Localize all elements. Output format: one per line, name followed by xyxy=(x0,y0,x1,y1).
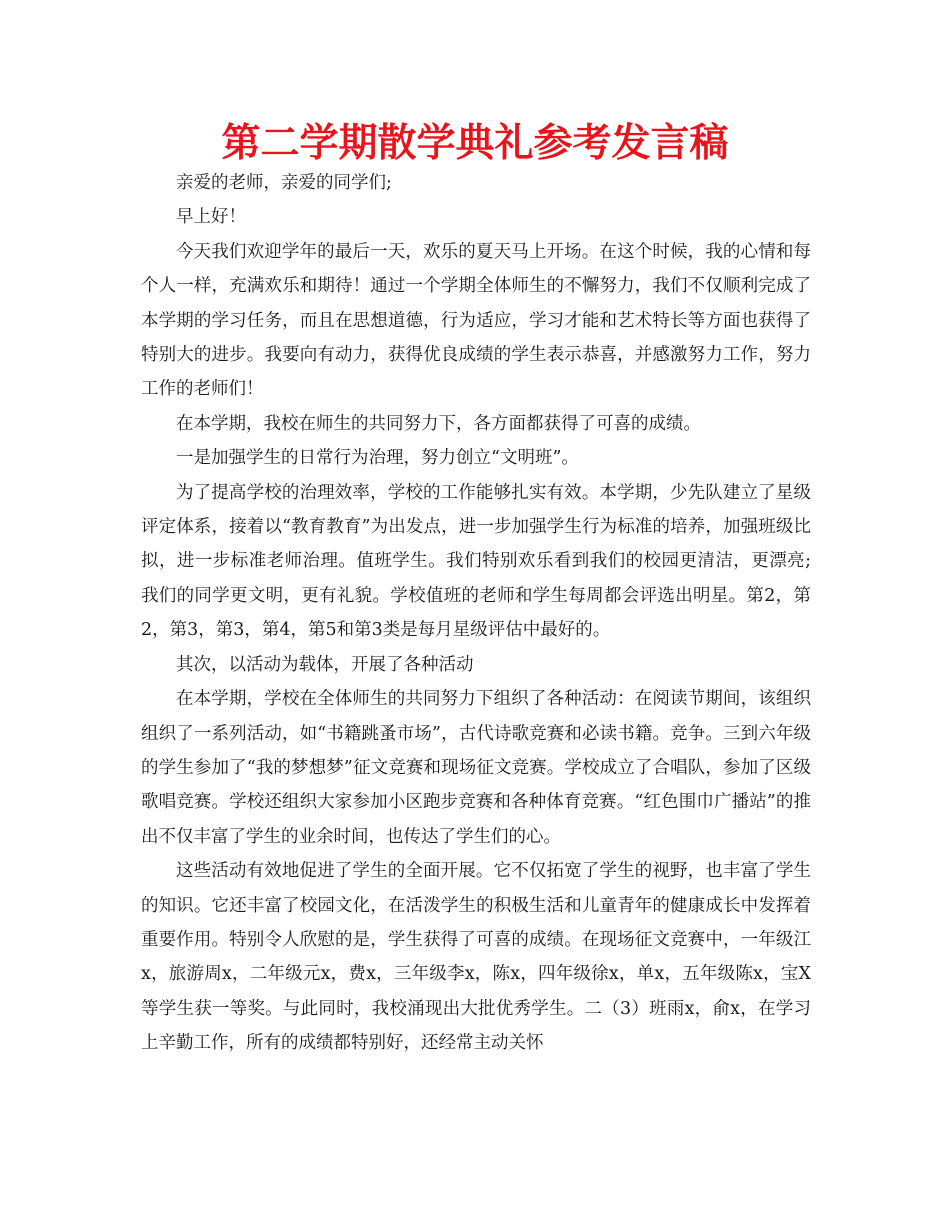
paragraph-greeting: 亲爱的老师，亲爱的同学们; xyxy=(176,173,392,193)
paragraph-good-morning: 早上好！ xyxy=(176,207,246,228)
document-body xyxy=(141,166,811,1061)
paragraph-results: 这些活动有效地促进了学生的全面开展。它不仅拓宽了学生的视野，也丰富了学生的知识。它还丰富了校园文化，在活泼学生的积极生活和儿童青年的健康成长中发挥着重要作用。特别令人欣慰的是，学生获得了可喜的成绩。在现场征文竞赛中，一年级江x，旅游周x，二年级元x，费x，三年级李x，陈x，四年级徐x，单x，五年级陈x，宝X等学生获一等奖。与此同时，我校涌现出大批优秀学生。二（3）班雨x，俞x，在学习上辛勤工作，所有的成绩都特别好，还经常主动关怀 xyxy=(141,861,811,1054)
paragraph-achievements: 在本学期，我校在师生的共同努力下，各方面都获得了可喜的成绩。 xyxy=(176,413,701,434)
paragraph-point-one: 一是加强学生的日常行为治理，努力创立“文明班”。 xyxy=(176,448,579,469)
paragraph-opening: 今天我们欢迎学年的最后一天，欢乐的夏天马上开场。在这个时候，我的心情和每个人一样，充满欢乐和期待！通过一个学期全体师生的不懈努力，我们不仅顺利完成了本学期的学习任务，而且在思想道德，行为适应，学习才能和艺术特长等方面也获得了特别大的进步。我要向有动力，获得优良成绩的学生表示恭喜，并感激努力工作，努力工作的老师们！ xyxy=(141,241,811,400)
document-title: 第二学期散学典礼参考发言稿 xyxy=(221,121,729,166)
paragraph-point-two: 其次，以活动为载体，开展了各种活动 xyxy=(176,654,474,675)
paragraph-activities: 在本学期，学校在全体师生的共同努力下组织了各种活动：在阅读节期间，该组织组织了一系列活动，如“书籍跳蚤市场”，古代诗歌竞赛和必读书籍。竞争。三到六年级的学生参加了“我的梦想梦”征文竞赛和现场征文竞赛。学校成立了合唱队，参加了区级歌唱竞赛。学校还组织大家参加小区跑步竞赛和各种体育竞赛。“红色围巾广播站”的推出不仅丰富了学生的业余时间，也传达了学生们的心。 xyxy=(141,689,811,847)
paragraph-management: 为了提高学校的治理效率，学校的工作能够扎实有效。本学期，少先队建立了星级评定体系，接着以“教育教育”为出发点，进一步加强学生行为标准的培养，加强班级比拟，进一步标准老师治理。值班学生。我们特别欢乐看到我们的校园更清洁，更漂亮;我们的同学更文明，更有礼貌。学校值班的老师和学生每周都会评选出明星。第2，第2，第3，第3，第4，第5和第3类是每月星级评估中最好的。 xyxy=(141,482,811,641)
